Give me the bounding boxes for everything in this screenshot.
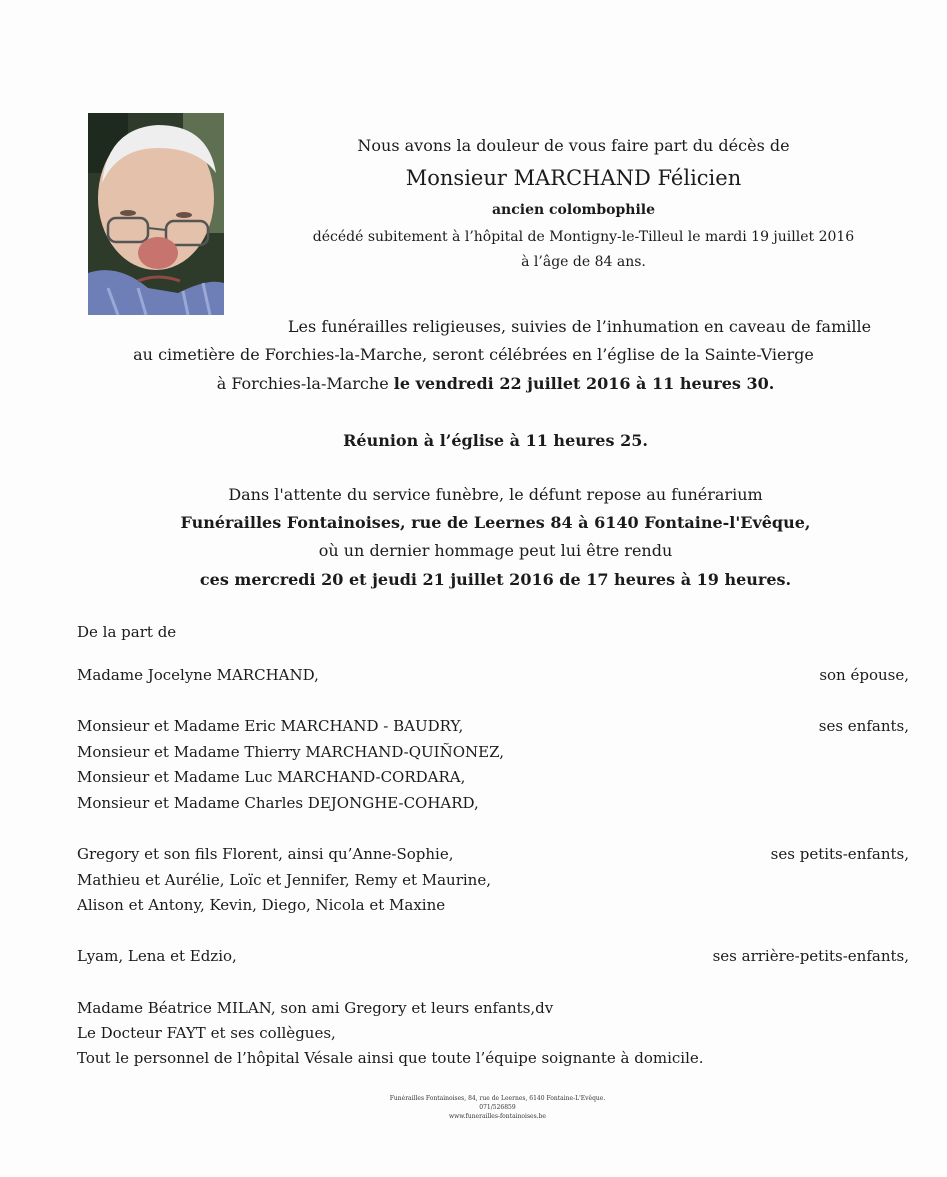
child-1: Monsieur et Madame Eric MARCHAND - BAUDRY, xyxy=(77,717,464,735)
funerarium-address: Funérailles Fontainoises, rue de Leernes 84 à 6140 Fontaine-l'Evêque, xyxy=(180,513,811,532)
spouse-name: Madame Jocelyne MARCHAND, xyxy=(77,666,319,684)
family-intro: De la part de xyxy=(77,623,177,641)
meeting-time: Réunion à l’église à 11 heures 25. xyxy=(343,431,648,450)
great-grandchildren-names: Lyam, Lena et Edzio, xyxy=(77,947,237,965)
other-3: Tout le personnel de l’hôpital Vésale ainsi que toute l’équipe soignante à domicile. xyxy=(77,1049,704,1067)
footer-website: www.funerailles-fontainoises.be xyxy=(449,1113,546,1120)
other-2: Le Docteur FAYT et ses collègues, xyxy=(77,1024,336,1042)
footer-address: Funérailles Fontainoises, 84, rue de Leernes, 6140 Fontaine-L'Evêque. xyxy=(389,1095,606,1102)
child-2: Monsieur et Madame Thierry MARCHAND-QUIÑONEZ, xyxy=(77,743,504,761)
funerarium-line-3: où un dernier hommage peut lui être rendu xyxy=(318,541,673,560)
visiting-hours: ces mercredi 20 et jeudi 21 juillet 2016 de 17 heures à 19 heures. xyxy=(199,570,792,589)
funeral-line-2: au cimetière de Forchies-la-Marche, seront célébrées en l’église de la Sainte-Vierge xyxy=(133,345,814,364)
funerarium-line-1: Dans l'attente du service funèbre, le défunt repose au funérarium xyxy=(228,485,763,504)
deceased-name: Monsieur MARCHAND Félicien xyxy=(405,166,742,190)
funeral-line-1: Les funérailles religieuses, suivies de l’inhumation en caveau de famille xyxy=(287,317,872,336)
grandchildren-relation: ses petits-enfants, xyxy=(770,845,909,863)
footer xyxy=(24,1094,947,1121)
child-3: Monsieur et Madame Luc MARCHAND-CORDARA, xyxy=(77,768,466,786)
age-text: à l’âge de 84 ans. xyxy=(521,254,646,270)
child-4: Monsieur et Madame Charles DEJONGHE-COHARD, xyxy=(77,794,479,812)
grandchildren-1: Gregory et son fils Florent, ainsi qu’Anne-Sophie, xyxy=(77,845,454,863)
deceased-role: ancien colombophile xyxy=(491,202,656,218)
other-1: Madame Béatrice MILAN, son ami Gregory et leurs enfants,dv xyxy=(77,999,554,1017)
funeral-line-3 xyxy=(22,374,947,393)
great-grandchildren-relation: ses arrière-petits-enfants, xyxy=(712,947,909,965)
footer-phone: 071/526859 xyxy=(479,1104,516,1111)
grandchildren-2: Mathieu et Aurélie, Loïc et Jennifer, Remy et Maurine, xyxy=(77,871,491,889)
funeral-place: à Forchies-la-Marche xyxy=(216,374,389,393)
death-details: décédé subitement à l’hôpital de Montigny-le-Tilleul le mardi 19 juillet 2016 xyxy=(312,229,855,245)
funeral-date: le vendredi 22 juillet 2016 à 11 heures 30. xyxy=(393,374,775,393)
spouse-relation: son épouse, xyxy=(819,666,909,684)
intro-text: Nous avons la douleur de vous faire part du décès de xyxy=(357,136,790,155)
grandchildren-3: Alison et Antony, Kevin, Diego, Nicola et Maxine xyxy=(77,896,446,914)
children-relation: ses enfants, xyxy=(818,717,909,735)
